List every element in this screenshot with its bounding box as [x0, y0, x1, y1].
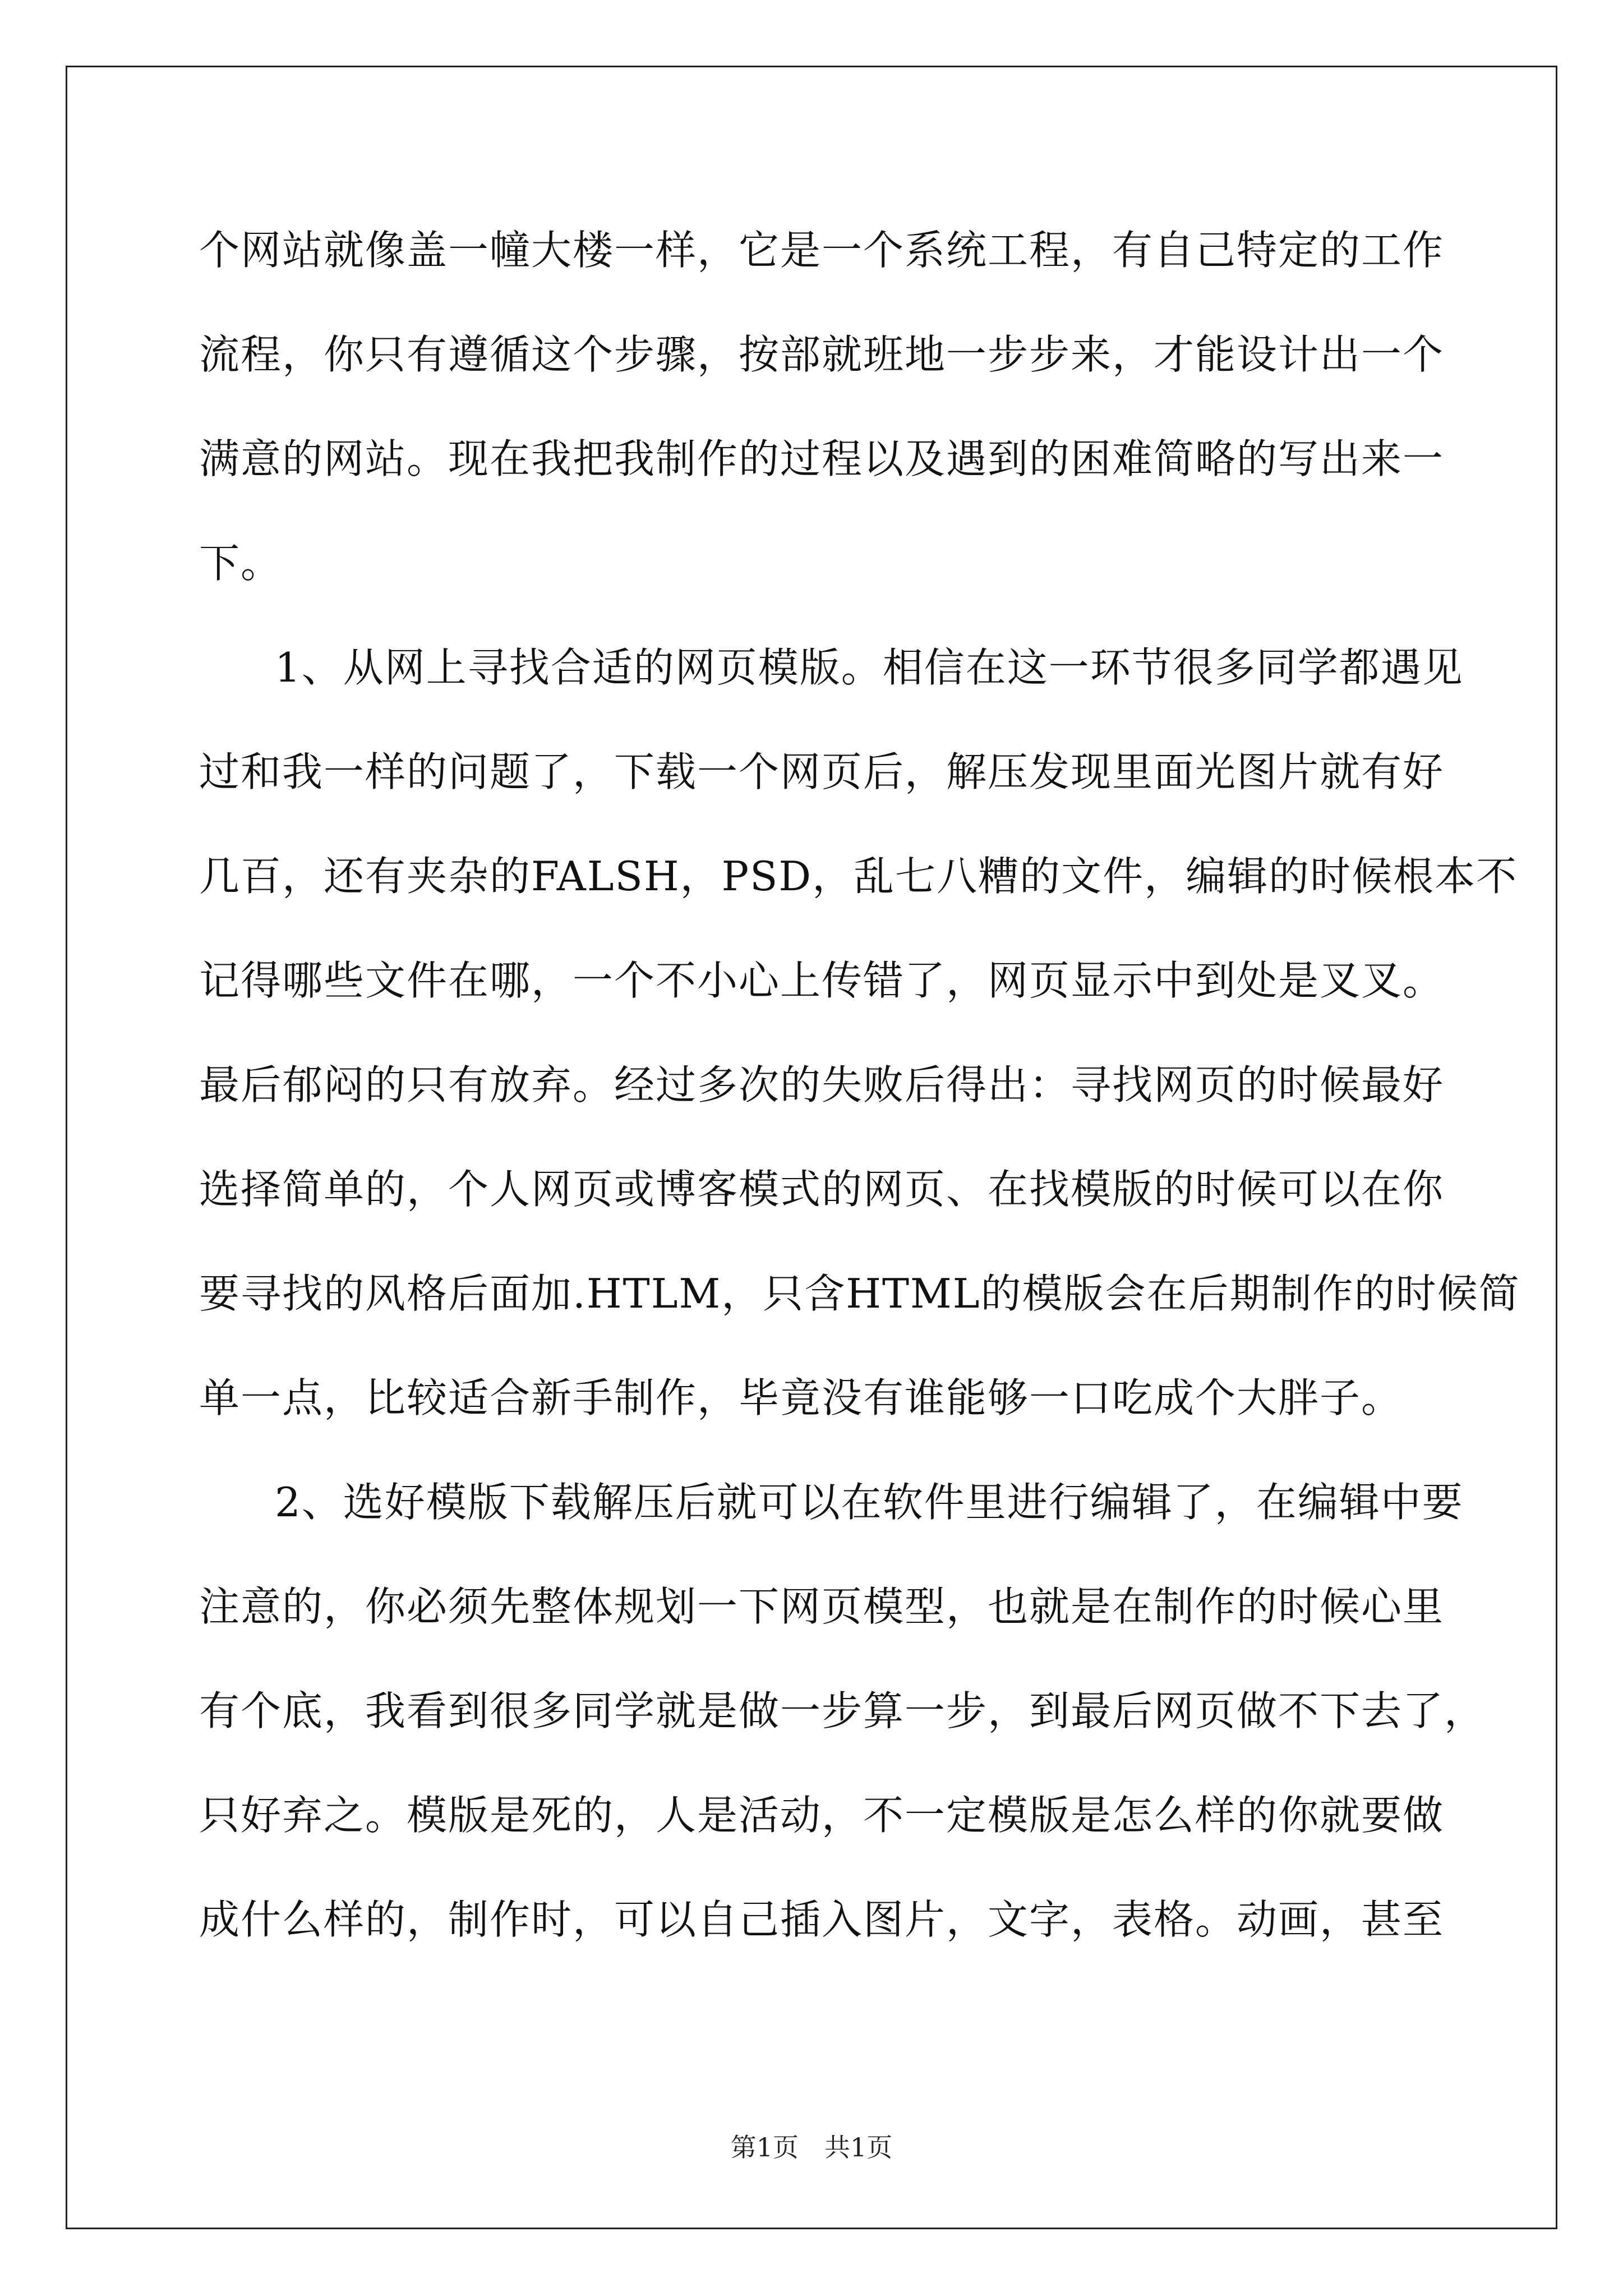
- paragraph-line: 成什么样的，制作时，可以自己插入图片，文字，表格。动画，甚至: [199, 1896, 1445, 1943]
- paragraph-line: 要寻找的风格后面加.HTLM，只含HTML的模版会在后期制作的时候简: [199, 1270, 1520, 1317]
- paragraph-line: 只好弃之。模版是死的，人是活动，不一定模版是怎么样的你就要做: [199, 1792, 1445, 1839]
- paragraph-line: 注意的，你必须先整体规划一下网页模型，也就是在制作的时候心里: [199, 1583, 1445, 1630]
- paragraph-line: 最后郁闷的只有放弃。经过多次的失败后得出：寻找网页的时候最好: [199, 1061, 1445, 1108]
- paragraph-line: 个网站就像盖一幢大楼一样，它是一个系统工程，有自己特定的工作: [199, 227, 1445, 274]
- paragraph-line: 过和我一样的问题了，下载一个网页后，解压发现里面光图片就有好: [199, 748, 1445, 795]
- paragraph-line: 1、从网上寻找合适的网页模版。相信在这一环节很多同学都遇见: [275, 644, 1464, 691]
- paragraph-line: 流程，你只有遵循这个步骤，按部就班地一步步来，才能设计出一个: [199, 331, 1445, 378]
- paragraph-line: 下。: [199, 540, 283, 587]
- paragraph-line: 2、选好模版下载解压后就可以在软件里进行编辑了，在编辑中要: [275, 1479, 1464, 1526]
- paragraph-line: 选择简单的，个人网页或博客模式的网页、在找模版的时候可以在你: [199, 1166, 1445, 1213]
- paragraph-line: 有个底，我看到很多同学就是做一步算一步，到最后网页做不下去了，: [199, 1687, 1486, 1734]
- paragraph-line: 满意的网站。现在我把我制作的过程以及遇到的困难简略的写出来一: [199, 435, 1445, 482]
- paragraph-line: 记得哪些文件在哪，一个不小心上传错了，网页显示中到处是叉叉。: [199, 957, 1445, 1004]
- paragraph-line: 几百，还有夹杂的FALSH，PSD，乱七八糟的文件，编辑的时候根本不: [199, 853, 1518, 900]
- paragraph-line: 单一点，比较适合新手制作，毕竟没有谁能够一口吃成个大胖子。: [199, 1374, 1403, 1421]
- page-footer: 第1页 共1页: [730, 2132, 893, 2162]
